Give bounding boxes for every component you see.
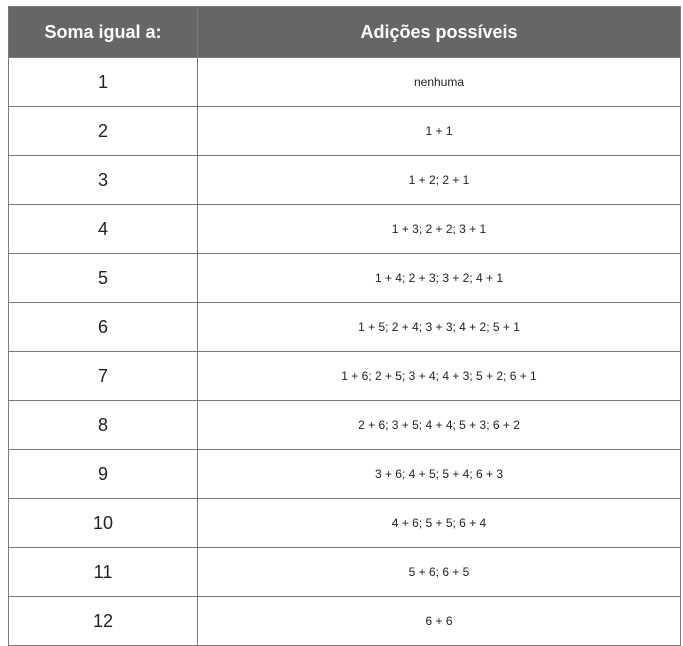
sum-cell: 2 <box>9 107 198 156</box>
sum-cell: 4 <box>9 205 198 254</box>
table-row <box>9 548 681 597</box>
table-row <box>9 58 681 107</box>
table-row <box>9 303 681 352</box>
additions-cell: 1 + 4; 2 + 3; 3 + 2; 4 + 1 <box>198 254 681 303</box>
table-row <box>9 254 681 303</box>
header-row <box>9 7 681 58</box>
header-additions: Adições possíveis <box>198 7 681 58</box>
table-row <box>9 107 681 156</box>
additions-cell: 3 + 6; 4 + 5; 5 + 4; 6 + 3 <box>198 450 681 499</box>
table-row <box>9 352 681 401</box>
sum-cell: 3 <box>9 156 198 205</box>
table-row <box>9 205 681 254</box>
table-row <box>9 499 681 548</box>
sum-cell: 1 <box>9 58 198 107</box>
table-row <box>9 597 681 646</box>
additions-cell: 5 + 6; 6 + 5 <box>198 548 681 597</box>
sum-cell: 11 <box>9 548 198 597</box>
sum-cell: 7 <box>9 352 198 401</box>
additions-cell: 1 + 3; 2 + 2; 3 + 1 <box>198 205 681 254</box>
sum-cell: 12 <box>9 597 198 646</box>
additions-cell: 4 + 6; 5 + 5; 6 + 4 <box>198 499 681 548</box>
sum-cell: 10 <box>9 499 198 548</box>
additions-cell: 1 + 6; 2 + 5; 3 + 4; 4 + 3; 5 + 2; 6 + 1 <box>198 352 681 401</box>
table-row <box>9 156 681 205</box>
additions-cell: 1 + 5; 2 + 4; 3 + 3; 4 + 2; 5 + 1 <box>198 303 681 352</box>
additions-cell: 6 + 6 <box>198 597 681 646</box>
additions-cell: 2 + 6; 3 + 5; 4 + 4; 5 + 3; 6 + 2 <box>198 401 681 450</box>
sums-table <box>8 6 681 646</box>
sum-cell: 5 <box>9 254 198 303</box>
additions-cell: 1 + 1 <box>198 107 681 156</box>
table-row <box>9 401 681 450</box>
sum-cell: 8 <box>9 401 198 450</box>
additions-cell: 1 + 2; 2 + 1 <box>198 156 681 205</box>
additions-cell: nenhuma <box>198 58 681 107</box>
table-row <box>9 450 681 499</box>
sum-cell: 9 <box>9 450 198 499</box>
sum-cell: 6 <box>9 303 198 352</box>
header-sum: Soma igual a: <box>9 7 198 58</box>
